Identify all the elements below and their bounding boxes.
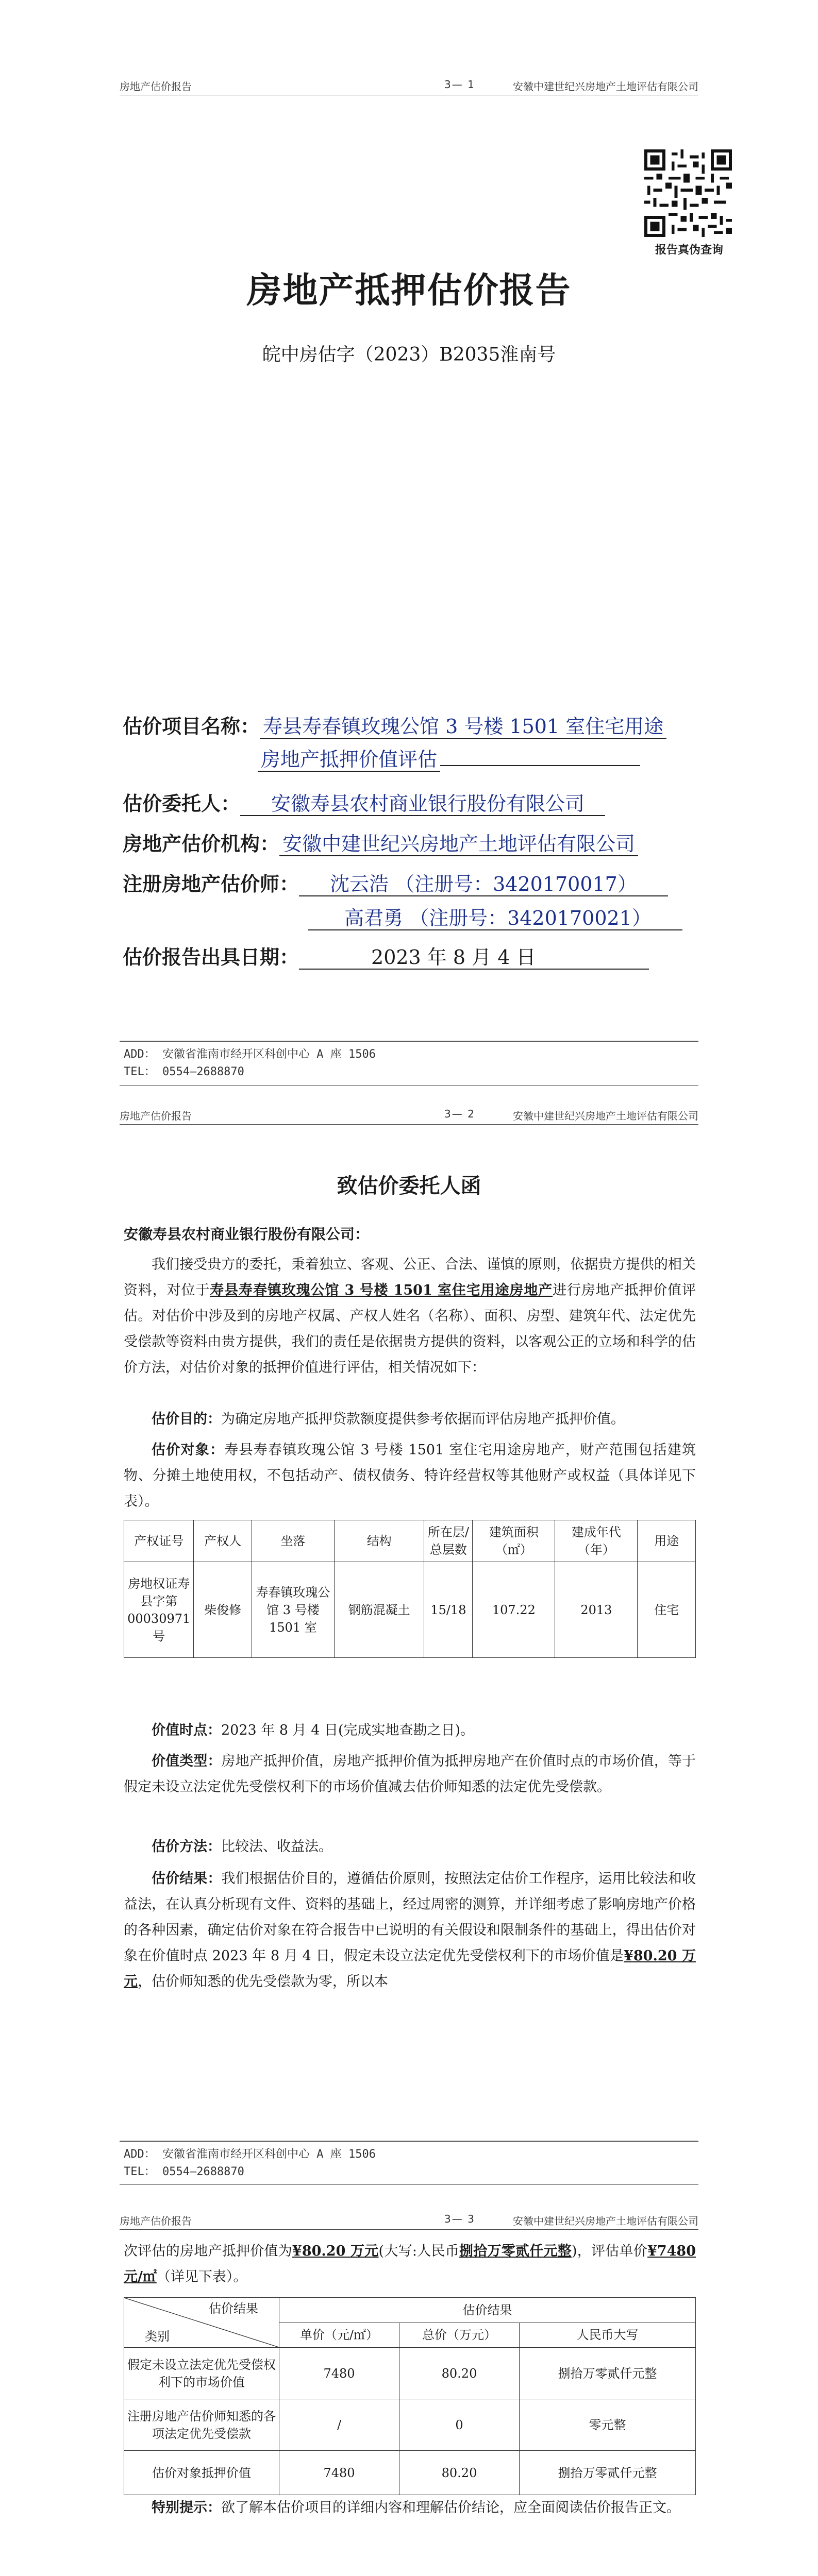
header-right: 安徽中建世纪兴房地产土地评估有限公司	[513, 80, 698, 93]
appraiser-row	[123, 870, 668, 899]
result-table-corner: 估价结果 类别	[124, 2298, 279, 2348]
appraiser-row-2	[308, 904, 682, 933]
market-value: ¥80.20 万元	[124, 1948, 696, 1990]
appraiser-2: 高君勇 （注册号：3420170021）	[308, 907, 682, 930]
running-header	[120, 1108, 698, 1123]
agency-row	[123, 829, 638, 858]
result-table-subheader: 单价（元/㎡） 总价（万元） 人民币大写	[124, 2323, 696, 2348]
mortgage-value-words: 捌拾万零贰仟元整	[459, 2243, 572, 2259]
footer-rule	[120, 1041, 698, 1042]
object-paragraph: 估价对象：寿县寿春镇玫瑰公馆 3 号楼 1501 室住宅用途房地产，财产范围包括建筑物、分摊土地使用权，不包括动产、债权债务、特许经营权等其他财产或权益（具体详见下表）。	[124, 1442, 696, 1510]
qr-caption: 报告真伪查询	[655, 244, 723, 257]
header-right: 安徽中建世纪兴房地产土地评估有限公司	[513, 2215, 698, 2227]
agency-label: 房地产估价机构：	[123, 832, 280, 855]
header-left: 房地产估价报告	[120, 1110, 192, 1122]
letter-intro: 我们接受贵方的委托，秉着独立、客观、公正、合法、谨慎的原则，依据贵方提供的相关资料，对位于寿县寿春镇玫瑰公馆 3 号楼 1501 室住宅用途房地产进行房地产抵押价值评估。对估价中涉及到的房地产权属、产权人姓名（名称）、面积、房型、建筑年代、法定优先受偿款等资料由贵方提供，我们的责任是依据贵方提供的资料，以客观公正的立场和科学的估价方法，对估价对象的抵押价值进行评估，相关情况如下：	[124, 1257, 696, 1376]
project-name-value: 寿县寿春镇玫瑰公馆 3 号楼 1501 室住宅用途	[260, 715, 666, 739]
header-page-number: 3— 2	[444, 1108, 475, 1120]
page-letter	[0, 1097, 818, 2213]
table-row: 注册房地产估价师知悉的各项法定优先受偿款 / 0 零元整	[124, 2399, 696, 2451]
footer-rule-bottom	[120, 1085, 698, 1086]
report-date-row	[123, 943, 649, 972]
document-number: 皖中房估字（2023）B2035淮南号	[262, 344, 556, 365]
letter-title: 致估价委托人函	[337, 1174, 481, 1198]
report-date-label: 估价报告出具日期：	[123, 945, 299, 969]
result-continued: 次评估的房地产抵押价值为¥80.20 万元(大写:人民币捌拾万零贰仟元整)，评估单价¥7480 元/㎡（详见下表）。	[124, 2243, 696, 2285]
footer-rule	[120, 2141, 698, 2142]
header-page-number: 3— 3	[444, 2213, 475, 2225]
agency-value: 安徽中建世纪兴房地产土地评估有限公司	[279, 833, 638, 856]
result-table	[124, 2297, 696, 2495]
purpose-paragraph: 估价目的：为确定房地产抵押贷款额度提供参考依据而评估房地产抵押价值。	[152, 1411, 625, 1427]
footer-address: ADD： 安徽省淮南市经开区科创中心 A 座 1506	[124, 1048, 376, 1061]
table-row: 估价对象抵押价值 7480 80.20 捌拾万零贰仟元整	[124, 2451, 696, 2495]
header-left: 房地产估价报告	[120, 80, 192, 93]
project-name-value-2: 房地产抵押价值评估	[258, 748, 440, 772]
unit-price: ¥7480 元/㎡	[124, 2243, 696, 2285]
report-date-value: 2023 年 8 月 4 日	[299, 946, 649, 970]
header-rule	[120, 1124, 698, 1125]
value-date-paragraph: 价值时点：2023 年 8 月 4 日(完成实地查勘之日)。	[152, 1722, 475, 1738]
project-name-row	[123, 712, 666, 741]
header-right: 安徽中建世纪兴房地产土地评估有限公司	[513, 1110, 698, 1122]
result-table-header: 估价结果 类别 估价结果	[124, 2298, 696, 2323]
result-paragraph: 估价结果：我们根据估价目的，遵循估价原则，按照法定估价工作程序，运用比较法和收益法，在认真分析现有文件、资料的基础上，经过周密的测算，并详细考虑了影响房地产价格的各种因素，确定估价对象在符合报告中已说明的有关假设和限制条件的基础上，得出估价对象在价值时点 2023 年 8 月 4 日，假定未设立法定优先受偿权利下的市场价值是¥80.20 万元，估价师知悉的优先受偿款为零，所以本	[124, 1871, 696, 1990]
header-rule	[120, 2229, 698, 2230]
table-row: 房地权证寿县字第00030971号 柴俊修 寿春镇玫瑰公馆 3 号楼1501 室 钢筋混凝土 15/18 107.22 2013 住宅	[124, 1562, 696, 1658]
client-label: 估价委托人：	[123, 792, 241, 815]
qr-code-icon[interactable]	[644, 149, 732, 237]
header-left: 房地产估价报告	[120, 2215, 192, 2227]
running-header	[120, 2213, 698, 2228]
footer-tel: TEL： 0554—2688870	[124, 2165, 244, 2178]
property-address: 寿县寿春镇玫瑰公馆 3 号楼 1501 室住宅用途房地产	[210, 1282, 553, 1298]
property-table-header: 产权证号 产权人 坐落 结构 所在层/总层数 建筑面积（㎡） 建成年代（年） 用途	[124, 1520, 696, 1562]
special-tip: 特别提示：欲了解本估价项目的详细内容和理解估价结论，应全面阅读估价报告正文。	[152, 2500, 680, 2516]
method-paragraph: 估价方法：比较法、收益法。	[152, 1839, 332, 1855]
footer-address: ADD： 安徽省淮南市经开区科创中心 A 座 1506	[124, 2148, 376, 2161]
table-row: 假定未设立法定优先受偿权利下的市场价值 7480 80.20 捌拾万零贰仟元整	[124, 2348, 696, 2399]
running-header	[120, 78, 698, 94]
mortgage-value: ¥80.20 万元	[292, 2243, 379, 2259]
letter-addressee: 安徽寿县农村商业银行股份有限公司：	[124, 1226, 370, 1243]
property-table	[124, 1520, 696, 1658]
project-name-label: 估价项目名称：	[123, 715, 260, 738]
page-results	[0, 2213, 818, 2576]
report-title: 房地产抵押估价报告	[246, 270, 572, 311]
appraiser-label: 注册房地产估价师：	[123, 872, 299, 895]
page-cover	[0, 0, 818, 1097]
footer-tel: TEL： 0554—2688870	[124, 1065, 244, 1078]
footer-rule-bottom	[120, 2184, 698, 2185]
header-page-number: 3— 1	[444, 78, 475, 91]
project-name-row-2	[258, 745, 640, 774]
value-type-paragraph: 价值类型：房地产抵押价值，房地产抵押价值为抵押房地产在价值时点的市场价值，等于假定未设立法定优先受偿权利下的市场价值减去估价师知悉的法定优先受偿款。	[124, 1753, 696, 1795]
client-value: 安徽寿县农村商业银行股份有限公司	[240, 792, 605, 816]
client-row	[123, 789, 605, 818]
appraiser-1: 沈云浩 （注册号：3420170017）	[299, 873, 668, 896]
